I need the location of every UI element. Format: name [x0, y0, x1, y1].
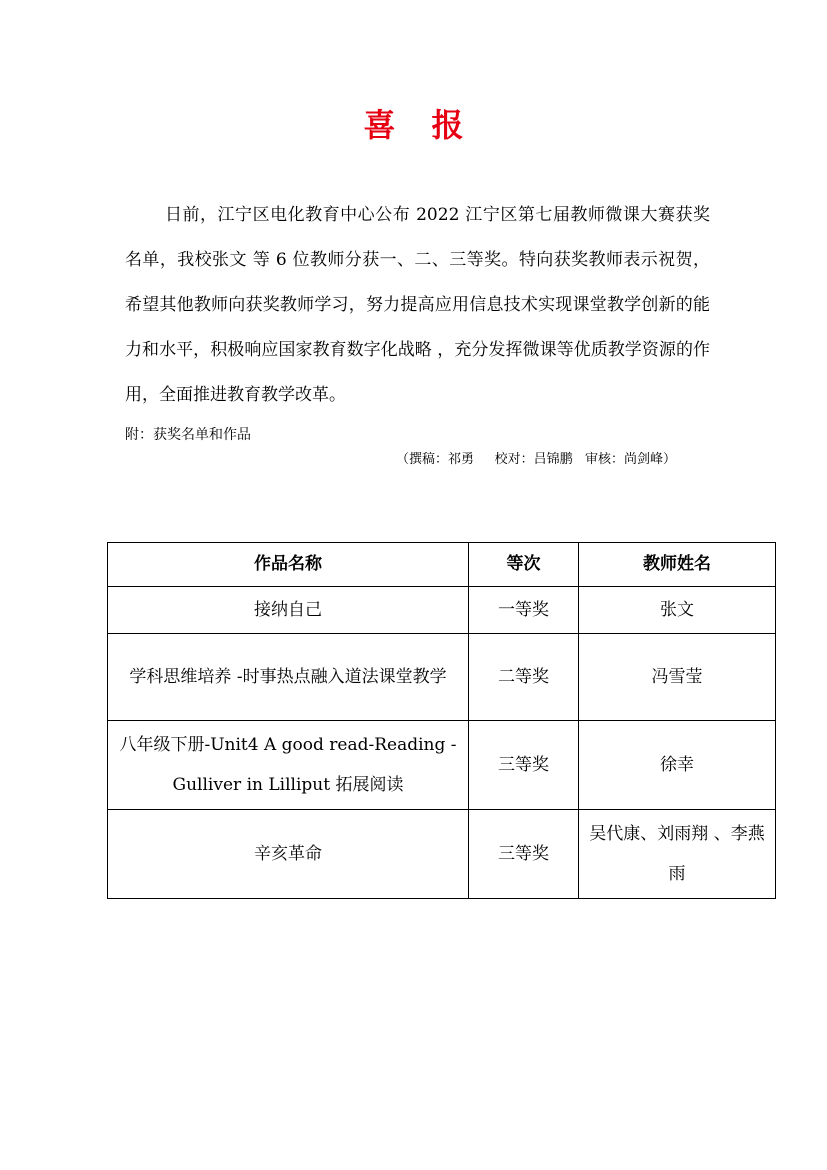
attachment-note: 附：获奖名单和作品	[125, 427, 251, 443]
header-rank: 等次	[469, 543, 579, 587]
rank-cell: 三等奖	[469, 721, 579, 810]
teacher-cell: 徐幸	[579, 721, 776, 810]
header-teacher-name: 教师姓名	[579, 543, 776, 587]
header-work-name: 作品名称	[108, 543, 469, 587]
credits-line: （撰稿：祁勇 校对：吕锦鹏 审核：尚剑峰）	[396, 452, 677, 467]
work-name-cell: 接纳自己	[108, 587, 469, 634]
table-row	[108, 721, 776, 810]
work-name-cell: 辛亥革命	[108, 810, 469, 899]
table-row	[108, 810, 776, 899]
awards-table	[107, 542, 776, 899]
work-name-cell: 学科思维培养 -时事热点融入道法课堂教学	[108, 634, 469, 721]
rank-cell: 二等奖	[469, 634, 579, 721]
table-header-row	[108, 543, 776, 587]
table-row	[108, 634, 776, 721]
teacher-cell: 张文	[579, 587, 776, 634]
teacher-cell: 冯雪莹	[579, 634, 776, 721]
title-char-2: 报	[431, 106, 464, 144]
rank-cell: 一等奖	[469, 587, 579, 634]
title-char-1: 喜	[363, 106, 396, 144]
page-title	[0, 100, 827, 146]
rank-cell: 三等奖	[469, 810, 579, 899]
teacher-cell: 吴代康、刘雨翔 、李燕雨	[579, 810, 776, 899]
announcement-paragraph: 日前，江宁区电化教育中心公布 2022 江宁区第七届教师微课大赛获奖名单，我校张文 等 6 位教师分获一、二、三等奖。特向获奖教师表示祝贺，希望其他教师向获奖教师学习，努力提高应用信息技术实现课堂教学创新的能力和水平，积极响应国家教育数字化战略 ，充分发挥微课等优质教学资源的作用，全面推进教育教学改革。	[125, 205, 710, 405]
table-row	[108, 587, 776, 634]
work-name-cell: 八年级下册-Unit4 A good read-Reading -Gulliver in Lilliput 拓展阅读	[108, 721, 469, 810]
